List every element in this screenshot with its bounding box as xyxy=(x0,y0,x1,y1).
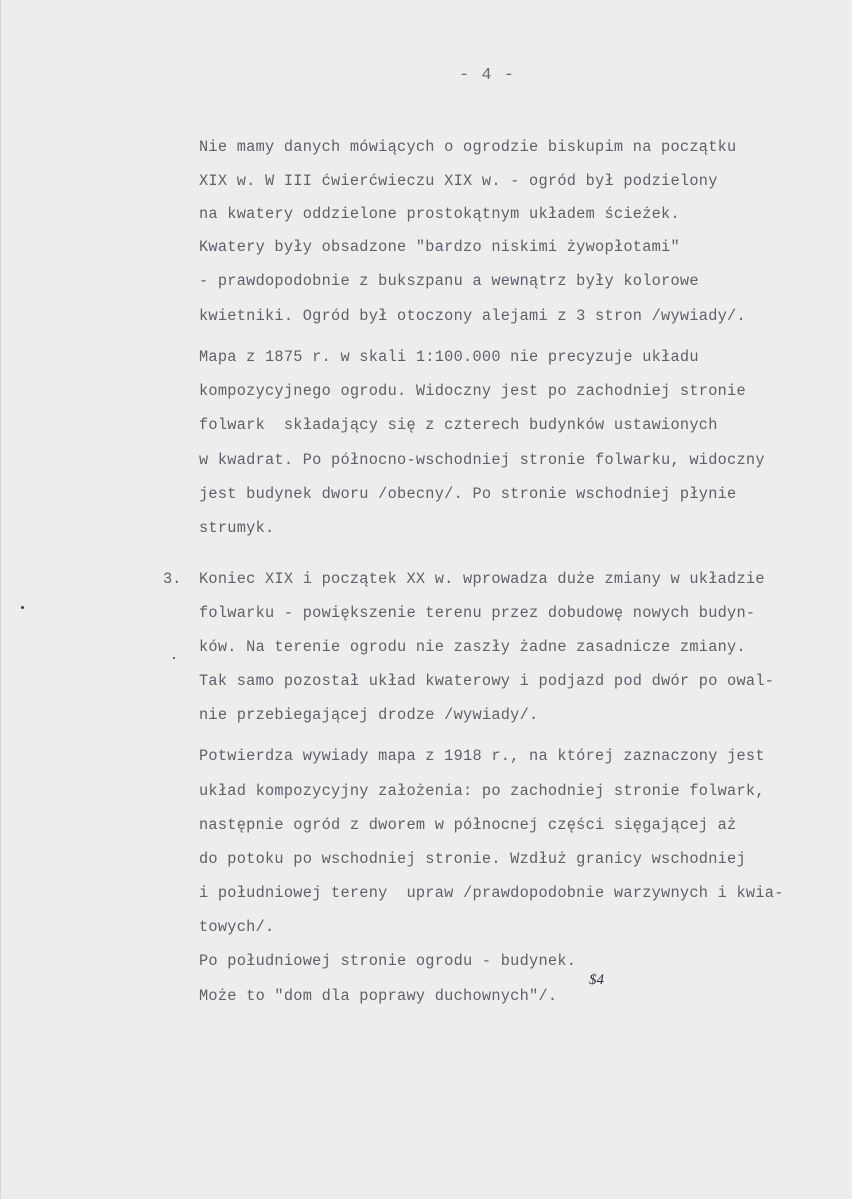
text-line: ków. Na terenie ogrodu nie zaszły żadne zasadnicze zmiany. xyxy=(199,638,746,656)
text-line: Może to "dom dla poprawy duchownych"/. xyxy=(199,987,558,1005)
section-marker: 3. xyxy=(163,570,182,588)
text-line: kompozycyjnego ogrodu. Widoczny jest po zachodniej stronie xyxy=(199,382,746,400)
text-line: folwarku - powiększenie terenu przez dobudowę nowych budyn- xyxy=(199,604,756,622)
text-line: do potoku po wschodniej stronie. Wzdłuż granicy wschodniej xyxy=(199,850,746,868)
text-line: Koniec XIX i początek XX w. wprowadza duże zmiany w układzie xyxy=(199,570,765,588)
text-line: - prawdopodobnie z bukszpanu a wewnątrz były kolorowe xyxy=(199,272,699,290)
text-line: Potwierdza wywiady mapa z 1918 r., na której zaznaczony jest xyxy=(199,747,765,765)
text-line: Po południowej stronie ogrodu - budynek. xyxy=(199,952,577,970)
handwritten-footnote-mark: $4 xyxy=(589,972,604,988)
text-line: jest budynek dworu /obecny/. Po stronie wschodniej płynie xyxy=(199,485,737,503)
paper-speck xyxy=(21,606,24,609)
text-line: XIX w. W III ćwierćwieczu XIX w. - ogród był podzielony xyxy=(199,172,718,190)
text-line: towych/. xyxy=(199,918,275,936)
text-line: na kwatery oddzielone prostokątnym układem ścieżek. xyxy=(199,205,680,223)
text-line: Mapa z 1875 r. w skali 1:100.000 nie precyzuje układu xyxy=(199,348,699,366)
text-line: następnie ogród z dworem w północnej części sięgającej aż xyxy=(199,816,737,834)
text-line: w kwadrat. Po północno-wschodniej stronie folwarku, widoczny xyxy=(199,451,765,469)
text-line: Nie mamy danych mówiących o ogrodzie biskupim na początku xyxy=(199,138,737,156)
text-line: Kwatery były obsadzone "bardzo niskimi żywopłotami" xyxy=(199,238,680,256)
text-line: Tak samo pozostał układ kwaterowy i podjazd pod dwór po owal- xyxy=(199,672,775,690)
paper-speck xyxy=(173,657,175,659)
text-line: strumyk. xyxy=(199,519,275,537)
page-number: - 4 - xyxy=(459,66,516,85)
text-line: i południowej tereny upraw /prawdopodobnie warzywnych i kwia- xyxy=(199,884,784,902)
text-line: kwietniki. Ogród był otoczony alejami z 3 stron /wywiady/. xyxy=(199,307,746,325)
text-line: folwark składający się z czterech budynków ustawionych xyxy=(199,416,718,434)
text-line: układ kompozycyjny założenia: po zachodniej stronie folwark, xyxy=(199,782,765,800)
text-line: nie przebiegającej drodze /wywiady/. xyxy=(199,706,539,724)
